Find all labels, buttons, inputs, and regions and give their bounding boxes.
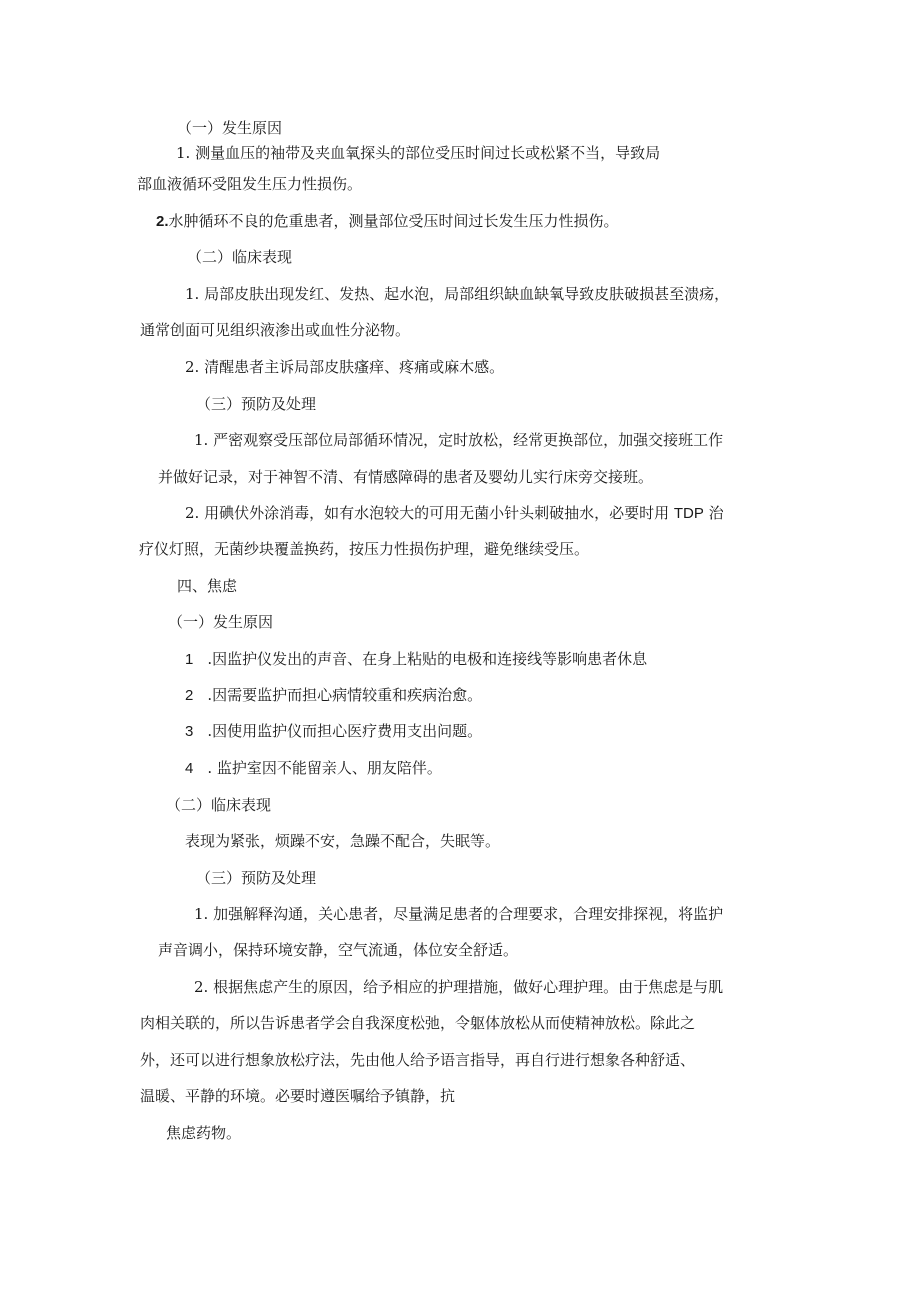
- paragraph-line: 2. 根据焦虑产生的原因，给予相应的护理措施，做好心理护理。由于焦虑是与肌: [194, 978, 724, 996]
- item-text: . 监护室因不能留亲人、朋友陪伴。: [207, 759, 442, 777]
- paragraph-line: 肉相关联的，所以告诉患者学会自我深度松弛，令躯体放松从而使精神放松。除此之: [140, 1014, 696, 1032]
- paragraph-line: 1. 测量血压的袖带及夹血氧探头的部位受压时间过长或松紧不当，导致局: [176, 144, 661, 162]
- item-text: .因监护仪发出的声音、在身上粘贴的电极和连接线等影响患者休息: [207, 650, 648, 668]
- list-item: [185, 758, 442, 778]
- paragraph-line: 外，还可以进行想象放松疗法，先由他人给予语言指导，再自行进行想象各种舒适、: [140, 1051, 696, 1069]
- paragraph-line: 部血液循环受阻发生压力性损伤。: [137, 175, 363, 193]
- paragraph-line: [156, 211, 619, 231]
- list-item: [185, 649, 647, 669]
- paragraph-line: 声音调小，保持环境安静，空气流通，体位安全舒适。: [158, 941, 519, 959]
- item-number: 2.: [156, 213, 169, 230]
- paragraph-line: 通常创面可见组织液渗出或血性分泌物。: [140, 321, 411, 339]
- section-heading-prevention: （三）预防及处理: [196, 395, 317, 413]
- section-heading-symptoms: （二）临床表现: [187, 248, 293, 266]
- paragraph-line: 1. 加强解释沟通，关心患者，尽量满足患者的合理要求，合理安排探视，将监护: [194, 905, 724, 923]
- item-text: .因使用监护仪而担心医疗费用支出问题。: [207, 722, 483, 740]
- item-text: .因需要监护而担心病情较重和疾病治愈。: [207, 686, 483, 704]
- paragraph-line: 1. 局部皮肤出现发红、发热、起水泡，局部组织缺血缺氧导致皮肤破损甚至溃疡，: [185, 285, 730, 303]
- paragraph-line: 温暖、平静的环境。必要时遵医嘱给予镇静，抗: [140, 1087, 456, 1105]
- paragraph-line: 表现为紧张，烦躁不安，急躁不配合，失眠等。: [185, 832, 501, 850]
- section-heading-symptoms: （二）临床表现: [166, 796, 272, 814]
- text-run: 治: [703, 504, 724, 522]
- item-number: 1: [185, 651, 194, 668]
- item-number: 3: [185, 723, 194, 740]
- section-heading-cause: （一）发生原因: [177, 119, 283, 137]
- item-text: 水肿循环不良的危重患者，测量部位受压时间过长发生压力性损伤。: [168, 212, 619, 230]
- item-number: 2: [185, 687, 194, 704]
- text-run-tdp: TDP: [673, 505, 704, 522]
- paragraph-line: 1. 严密观察受压部位局部循环情况，定时放松，经常更换部位，加强交接班工作: [194, 431, 724, 449]
- paragraph-line: 2. 清醒患者主诉局部皮肤瘙痒、疼痛或麻木感。: [185, 358, 505, 376]
- section-title-anxiety: 四、焦虑: [177, 577, 238, 595]
- text-run: 2. 用碘伏外涂消毒，如有水泡较大的可用无菌小针头刺破抽水，必要时用: [185, 504, 674, 522]
- item-number: 4: [185, 760, 194, 777]
- section-heading-prevention: （三）预防及处理: [196, 869, 317, 887]
- list-item: [185, 721, 482, 741]
- list-item: [185, 685, 482, 705]
- paragraph-line: [185, 503, 724, 523]
- paragraph-line: 疗仪灯照，无菌纱块覆盖换药，按压力性损伤护理，避免继续受压。: [139, 540, 590, 558]
- paragraph-line: 焦虑药物。: [166, 1124, 242, 1142]
- paragraph-line: 并做好记录，对于神智不清、有情感障碍的患者及婴幼儿实行床旁交接班。: [158, 468, 654, 486]
- section-heading-cause: （一）发生原因: [168, 613, 274, 631]
